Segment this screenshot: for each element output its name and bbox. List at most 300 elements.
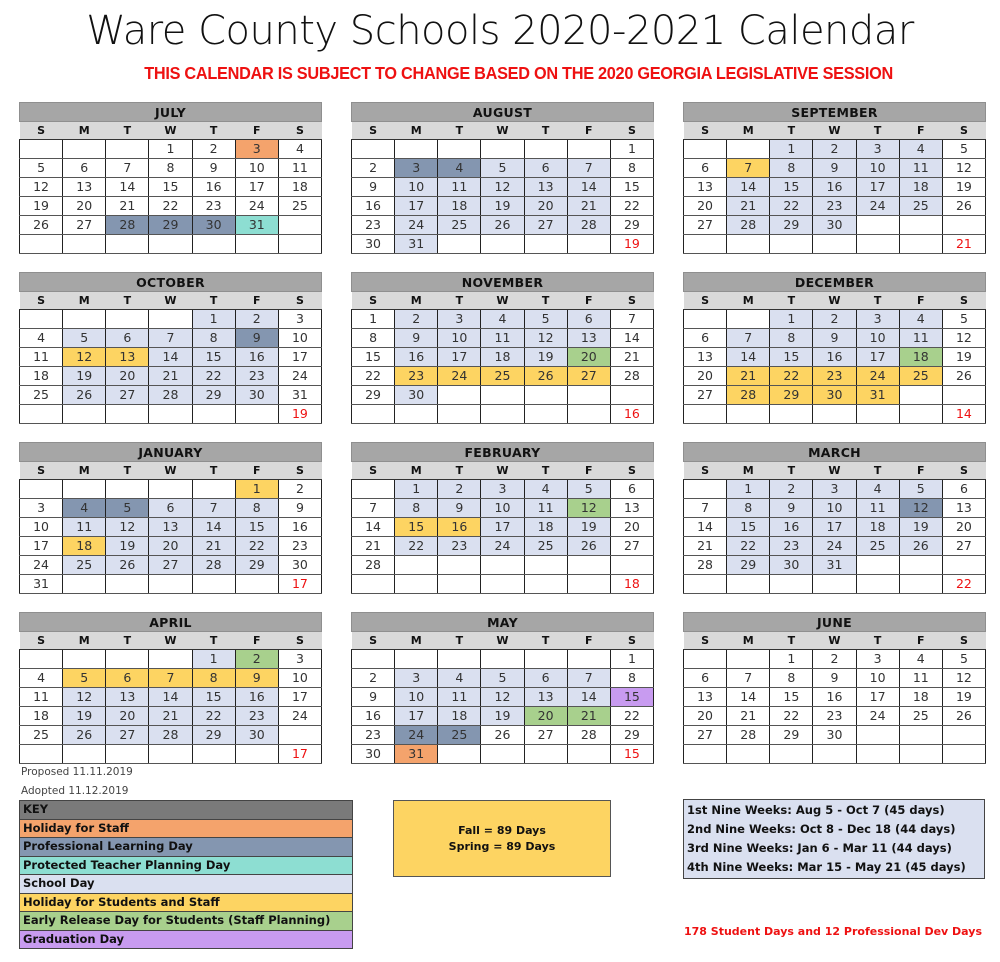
calendar-day: 13 <box>610 499 653 518</box>
empty-cell <box>395 140 438 159</box>
calendar-day: 19 <box>899 518 942 537</box>
weekday-header: S <box>20 632 63 650</box>
weekday-header: S <box>610 462 653 480</box>
calendar-day: 19 <box>942 178 985 197</box>
empty-cell <box>192 745 235 764</box>
calendar-day: 23 <box>235 367 278 386</box>
calendar-day: 10 <box>395 688 438 707</box>
calendar-day: 6 <box>524 669 567 688</box>
month-march <box>683 442 986 594</box>
weekday-header: T <box>770 122 813 140</box>
weekday-header: T <box>106 292 149 310</box>
calendar-day: 9 <box>192 159 235 178</box>
calendar-day: 22 <box>352 367 395 386</box>
calendar-day: 30 <box>235 726 278 745</box>
calendar-day: 4 <box>856 480 899 499</box>
empty-cell <box>395 650 438 669</box>
month-may <box>351 612 654 764</box>
calendar-day: 1 <box>770 310 813 329</box>
totals-note: 178 Student Days and 12 Professional Dev Days <box>683 925 982 938</box>
calendar-day: 16 <box>813 688 856 707</box>
calendar-day: 9 <box>278 499 321 518</box>
calendar-day: 19 <box>481 707 524 726</box>
calendar-day: 18 <box>899 348 942 367</box>
calendar-day: 2 <box>395 310 438 329</box>
empty-cell <box>813 745 856 764</box>
calendar-day: 3 <box>278 310 321 329</box>
calendar-day: 22 <box>192 367 235 386</box>
empty-cell <box>438 556 481 575</box>
month-title: NOVEMBER <box>352 273 654 292</box>
calendar-day: 7 <box>684 499 727 518</box>
calendar-day: 10 <box>856 669 899 688</box>
empty-cell <box>524 140 567 159</box>
empty-cell <box>63 745 106 764</box>
empty-cell <box>899 216 942 235</box>
calendar-day: 31 <box>856 386 899 405</box>
month-school-day-count: 16 <box>610 405 653 424</box>
calendar-day: 29 <box>192 386 235 405</box>
calendar-day: 18 <box>438 707 481 726</box>
calendar-day: 14 <box>567 178 610 197</box>
calendar-day: 5 <box>524 310 567 329</box>
calendar-day: 28 <box>610 367 653 386</box>
calendar-day: 23 <box>352 216 395 235</box>
weekday-header: F <box>899 122 942 140</box>
calendar-day: 9 <box>813 159 856 178</box>
calendar-day: 30 <box>278 556 321 575</box>
calendar-day: 13 <box>106 688 149 707</box>
weekday-header: F <box>899 632 942 650</box>
calendar-day: 23 <box>813 367 856 386</box>
calendar-day: 24 <box>278 367 321 386</box>
calendar-day: 8 <box>395 499 438 518</box>
calendar-day: 21 <box>352 537 395 556</box>
calendar-day: 3 <box>856 140 899 159</box>
empty-cell <box>770 745 813 764</box>
calendar-day: 15 <box>610 178 653 197</box>
empty-cell <box>684 235 727 254</box>
calendar-day: 26 <box>524 367 567 386</box>
month-school-day-count: 19 <box>278 405 321 424</box>
calendar-day: 9 <box>813 669 856 688</box>
weekday-header: T <box>856 292 899 310</box>
weekday-header: S <box>278 122 321 140</box>
month-january <box>19 442 322 594</box>
empty-cell <box>567 405 610 424</box>
calendar-day: 21 <box>727 367 770 386</box>
weekday-header: F <box>235 292 278 310</box>
empty-cell <box>524 405 567 424</box>
calendar-day: 10 <box>235 159 278 178</box>
calendar-day: 19 <box>63 707 106 726</box>
calendar-day: 30 <box>352 745 395 764</box>
weekday-header: M <box>395 462 438 480</box>
calendar-day: 18 <box>899 178 942 197</box>
calendar-day: 29 <box>770 216 813 235</box>
weekday-header: T <box>524 632 567 650</box>
calendar-day: 21 <box>567 197 610 216</box>
month-title: JULY <box>20 103 322 122</box>
calendar-day: 17 <box>856 348 899 367</box>
empty-cell <box>481 405 524 424</box>
calendar-day: 16 <box>770 518 813 537</box>
calendar-day: 4 <box>278 140 321 159</box>
weekday-header: T <box>192 292 235 310</box>
calendar-day: 23 <box>438 537 481 556</box>
empty-cell <box>942 386 985 405</box>
weekday-header: T <box>192 462 235 480</box>
weekday-header: F <box>899 292 942 310</box>
empty-cell <box>942 556 985 575</box>
calendar-day: 20 <box>149 537 192 556</box>
empty-cell <box>524 575 567 594</box>
calendar-day: 9 <box>352 688 395 707</box>
calendar-day: 27 <box>684 216 727 235</box>
calendar-day: 20 <box>610 518 653 537</box>
calendar-day: 22 <box>192 707 235 726</box>
month-school-day-count: 18 <box>610 575 653 594</box>
empty-cell <box>524 235 567 254</box>
empty-cell <box>899 405 942 424</box>
weekday-header: M <box>63 632 106 650</box>
empty-cell <box>63 480 106 499</box>
weekday-header: S <box>684 122 727 140</box>
adopted-note: Adopted 11.12.2019 <box>21 785 129 797</box>
weekday-header: F <box>567 632 610 650</box>
nine-weeks-4: 4th Nine Weeks: Mar 15 - May 21 (45 days) <box>687 860 966 874</box>
calendar-day: 11 <box>20 688 63 707</box>
month-school-day-count: 17 <box>278 575 321 594</box>
calendar-day: 31 <box>395 235 438 254</box>
calendar-day: 18 <box>899 688 942 707</box>
weekday-header: S <box>684 462 727 480</box>
calendar-day: 28 <box>149 386 192 405</box>
calendar-day: 25 <box>524 537 567 556</box>
calendar-day: 1 <box>727 480 770 499</box>
month-title: OCTOBER <box>20 273 322 292</box>
calendar-day: 26 <box>942 367 985 386</box>
calendar-day: 9 <box>813 329 856 348</box>
empty-cell <box>278 235 321 254</box>
calendar-day: 23 <box>395 367 438 386</box>
calendar-day: 29 <box>352 386 395 405</box>
calendar-day: 13 <box>149 518 192 537</box>
calendar-day: 5 <box>20 159 63 178</box>
calendar-day: 13 <box>524 688 567 707</box>
calendar-day: 8 <box>149 159 192 178</box>
calendar-day: 18 <box>438 197 481 216</box>
calendar-day: 26 <box>20 216 63 235</box>
calendar-day: 22 <box>610 707 653 726</box>
weekday-header: S <box>684 292 727 310</box>
calendar-day: 6 <box>106 329 149 348</box>
month-july <box>19 102 322 254</box>
empty-cell <box>20 310 63 329</box>
calendar-day: 1 <box>770 140 813 159</box>
key-early-release: Early Release Day for Students (Staff Planning) <box>20 912 352 931</box>
calendar-day: 22 <box>395 537 438 556</box>
calendar-day: 29 <box>727 556 770 575</box>
weekday-header: S <box>610 122 653 140</box>
calendar-day: 8 <box>770 159 813 178</box>
calendar-day: 14 <box>567 688 610 707</box>
calendar-day: 2 <box>813 140 856 159</box>
empty-cell <box>481 140 524 159</box>
empty-cell <box>63 575 106 594</box>
calendar-day: 29 <box>770 386 813 405</box>
calendar-day: 18 <box>481 348 524 367</box>
empty-cell <box>438 745 481 764</box>
calendar-day: 18 <box>20 707 63 726</box>
empty-cell <box>149 310 192 329</box>
calendar-day: 29 <box>610 216 653 235</box>
empty-cell <box>63 650 106 669</box>
calendar-day: 24 <box>856 707 899 726</box>
calendar-day: 16 <box>235 348 278 367</box>
calendar-day: 11 <box>899 329 942 348</box>
calendar-day: 27 <box>942 537 985 556</box>
calendar-day: 21 <box>106 197 149 216</box>
calendar-day: 18 <box>20 367 63 386</box>
calendar-day: 15 <box>235 518 278 537</box>
calendar-day: 19 <box>63 367 106 386</box>
calendar-day: 20 <box>63 197 106 216</box>
calendar-day: 19 <box>942 688 985 707</box>
calendar-day: 7 <box>192 499 235 518</box>
empty-cell <box>524 556 567 575</box>
empty-cell <box>942 745 985 764</box>
empty-cell <box>20 650 63 669</box>
calendar-day: 21 <box>610 348 653 367</box>
weekday-header: M <box>395 292 438 310</box>
calendar-day: 20 <box>684 707 727 726</box>
weekday-header: W <box>481 632 524 650</box>
calendar-day: 13 <box>684 688 727 707</box>
month-title: FEBRUARY <box>352 443 654 462</box>
calendar-day: 29 <box>149 216 192 235</box>
calendar-day: 25 <box>899 707 942 726</box>
calendar-day: 28 <box>106 216 149 235</box>
calendar-day: 17 <box>856 178 899 197</box>
calendar-day: 2 <box>352 159 395 178</box>
empty-cell <box>727 575 770 594</box>
calendar-day: 15 <box>770 688 813 707</box>
calendar-day: 16 <box>278 518 321 537</box>
calendar-day: 3 <box>481 480 524 499</box>
weekday-header: S <box>352 122 395 140</box>
calendar-day: 6 <box>684 159 727 178</box>
empty-cell <box>684 405 727 424</box>
empty-cell <box>567 140 610 159</box>
calendar-day: 28 <box>567 726 610 745</box>
empty-cell <box>684 480 727 499</box>
empty-cell <box>813 405 856 424</box>
calendar-day: 24 <box>813 537 856 556</box>
calendar-day: 17 <box>395 707 438 726</box>
calendar-day: 4 <box>20 329 63 348</box>
calendar-day: 21 <box>149 367 192 386</box>
calendar-day: 2 <box>438 480 481 499</box>
calendar-day: 2 <box>770 480 813 499</box>
calendar-day: 31 <box>395 745 438 764</box>
calendar-day: 3 <box>235 140 278 159</box>
empty-cell <box>395 556 438 575</box>
calendar-day: 24 <box>235 197 278 216</box>
calendar-day: 3 <box>395 669 438 688</box>
calendar-day: 17 <box>278 688 321 707</box>
calendar-day: 1 <box>610 140 653 159</box>
calendar-day: 30 <box>813 216 856 235</box>
calendar-day: 23 <box>813 197 856 216</box>
calendar-day: 25 <box>856 537 899 556</box>
weekday-header: W <box>149 632 192 650</box>
month-title: JUNE <box>684 613 986 632</box>
calendar-day: 3 <box>813 480 856 499</box>
empty-cell <box>149 405 192 424</box>
calendar-day: 6 <box>684 669 727 688</box>
empty-cell <box>192 405 235 424</box>
calendar-day: 25 <box>20 726 63 745</box>
weekday-header: W <box>481 462 524 480</box>
key-holiday-staff: Holiday for Staff <box>20 820 352 839</box>
weekday-header: T <box>438 292 481 310</box>
weekday-header: T <box>770 292 813 310</box>
spring-days: Spring = 89 Days <box>448 839 556 853</box>
calendar-day: 3 <box>856 310 899 329</box>
calendar-day: 7 <box>567 669 610 688</box>
empty-cell <box>856 556 899 575</box>
calendar-day: 9 <box>235 669 278 688</box>
calendar-day: 25 <box>899 197 942 216</box>
calendar-day: 27 <box>524 216 567 235</box>
calendar-day: 7 <box>727 329 770 348</box>
empty-cell <box>856 745 899 764</box>
calendar-day: 5 <box>63 329 106 348</box>
calendar-day: 21 <box>567 707 610 726</box>
month-school-day-count: 14 <box>942 405 985 424</box>
month-title: JANUARY <box>20 443 322 462</box>
weekday-header: S <box>352 632 395 650</box>
calendar-day: 8 <box>770 669 813 688</box>
empty-cell <box>524 650 567 669</box>
empty-cell <box>524 745 567 764</box>
weekday-header: M <box>727 462 770 480</box>
calendar-day: 5 <box>942 140 985 159</box>
month-school-day-count: 21 <box>942 235 985 254</box>
weekday-header: T <box>856 122 899 140</box>
calendar-day: 3 <box>856 650 899 669</box>
calendar-day: 8 <box>610 159 653 178</box>
calendar-day: 24 <box>395 726 438 745</box>
empty-cell <box>856 575 899 594</box>
calendar-day: 18 <box>63 537 106 556</box>
calendar-day: 1 <box>149 140 192 159</box>
empty-cell <box>899 386 942 405</box>
calendar-day: 20 <box>684 197 727 216</box>
empty-cell <box>352 140 395 159</box>
calendar-day: 8 <box>727 499 770 518</box>
calendar-day: 8 <box>610 669 653 688</box>
empty-cell <box>106 480 149 499</box>
calendar-day: 6 <box>149 499 192 518</box>
empty-cell <box>352 650 395 669</box>
calendar-day: 14 <box>684 518 727 537</box>
calendar-day: 6 <box>567 310 610 329</box>
empty-cell <box>899 745 942 764</box>
empty-cell <box>149 575 192 594</box>
calendar-day: 3 <box>395 159 438 178</box>
empty-cell <box>20 745 63 764</box>
calendar-day: 12 <box>20 178 63 197</box>
calendar-day: 6 <box>63 159 106 178</box>
calendar-day: 27 <box>106 386 149 405</box>
empty-cell <box>106 745 149 764</box>
calendar-day: 11 <box>899 669 942 688</box>
empty-cell <box>106 140 149 159</box>
calendar-day: 30 <box>235 386 278 405</box>
calendar-day: 21 <box>192 537 235 556</box>
weekday-header: T <box>106 462 149 480</box>
empty-cell <box>106 405 149 424</box>
empty-cell <box>395 405 438 424</box>
calendar-day: 2 <box>235 310 278 329</box>
weekday-header: W <box>481 122 524 140</box>
calendar-day: 14 <box>610 329 653 348</box>
empty-cell <box>235 235 278 254</box>
calendar-day: 2 <box>278 480 321 499</box>
calendar-day: 13 <box>63 178 106 197</box>
empty-cell <box>63 140 106 159</box>
calendar-day: 25 <box>278 197 321 216</box>
calendar-day: 19 <box>567 518 610 537</box>
weekday-header: S <box>352 292 395 310</box>
calendar-day: 3 <box>20 499 63 518</box>
calendar-day: 29 <box>770 726 813 745</box>
calendar-day: 5 <box>63 669 106 688</box>
key-holiday-students-staff: Holiday for Students and Staff <box>20 894 352 913</box>
empty-cell <box>278 216 321 235</box>
month-february <box>351 442 654 594</box>
calendar-day: 4 <box>481 310 524 329</box>
empty-cell <box>438 575 481 594</box>
calendar-day: 17 <box>438 348 481 367</box>
weekday-header: M <box>63 462 106 480</box>
calendar-day: 7 <box>567 159 610 178</box>
calendar-day: 20 <box>524 707 567 726</box>
month-title: MAY <box>352 613 654 632</box>
nine-weeks-1: 1st Nine Weeks: Aug 5 - Oct 7 (45 days) <box>687 803 945 817</box>
calendar-day: 11 <box>278 159 321 178</box>
weekday-header: S <box>352 462 395 480</box>
calendar-day: 26 <box>899 537 942 556</box>
empty-cell <box>481 575 524 594</box>
calendar-day: 2 <box>352 669 395 688</box>
calendar-day: 27 <box>149 556 192 575</box>
calendar-day: 14 <box>149 688 192 707</box>
weekday-header: F <box>567 462 610 480</box>
empty-cell <box>438 405 481 424</box>
calendar-day: 24 <box>20 556 63 575</box>
calendar-day: 17 <box>20 537 63 556</box>
calendar-day: 10 <box>856 329 899 348</box>
calendar-day: 19 <box>20 197 63 216</box>
empty-cell <box>727 310 770 329</box>
calendar-day: 10 <box>481 499 524 518</box>
month-october <box>19 272 322 424</box>
empty-cell <box>63 405 106 424</box>
calendar-day: 21 <box>149 707 192 726</box>
